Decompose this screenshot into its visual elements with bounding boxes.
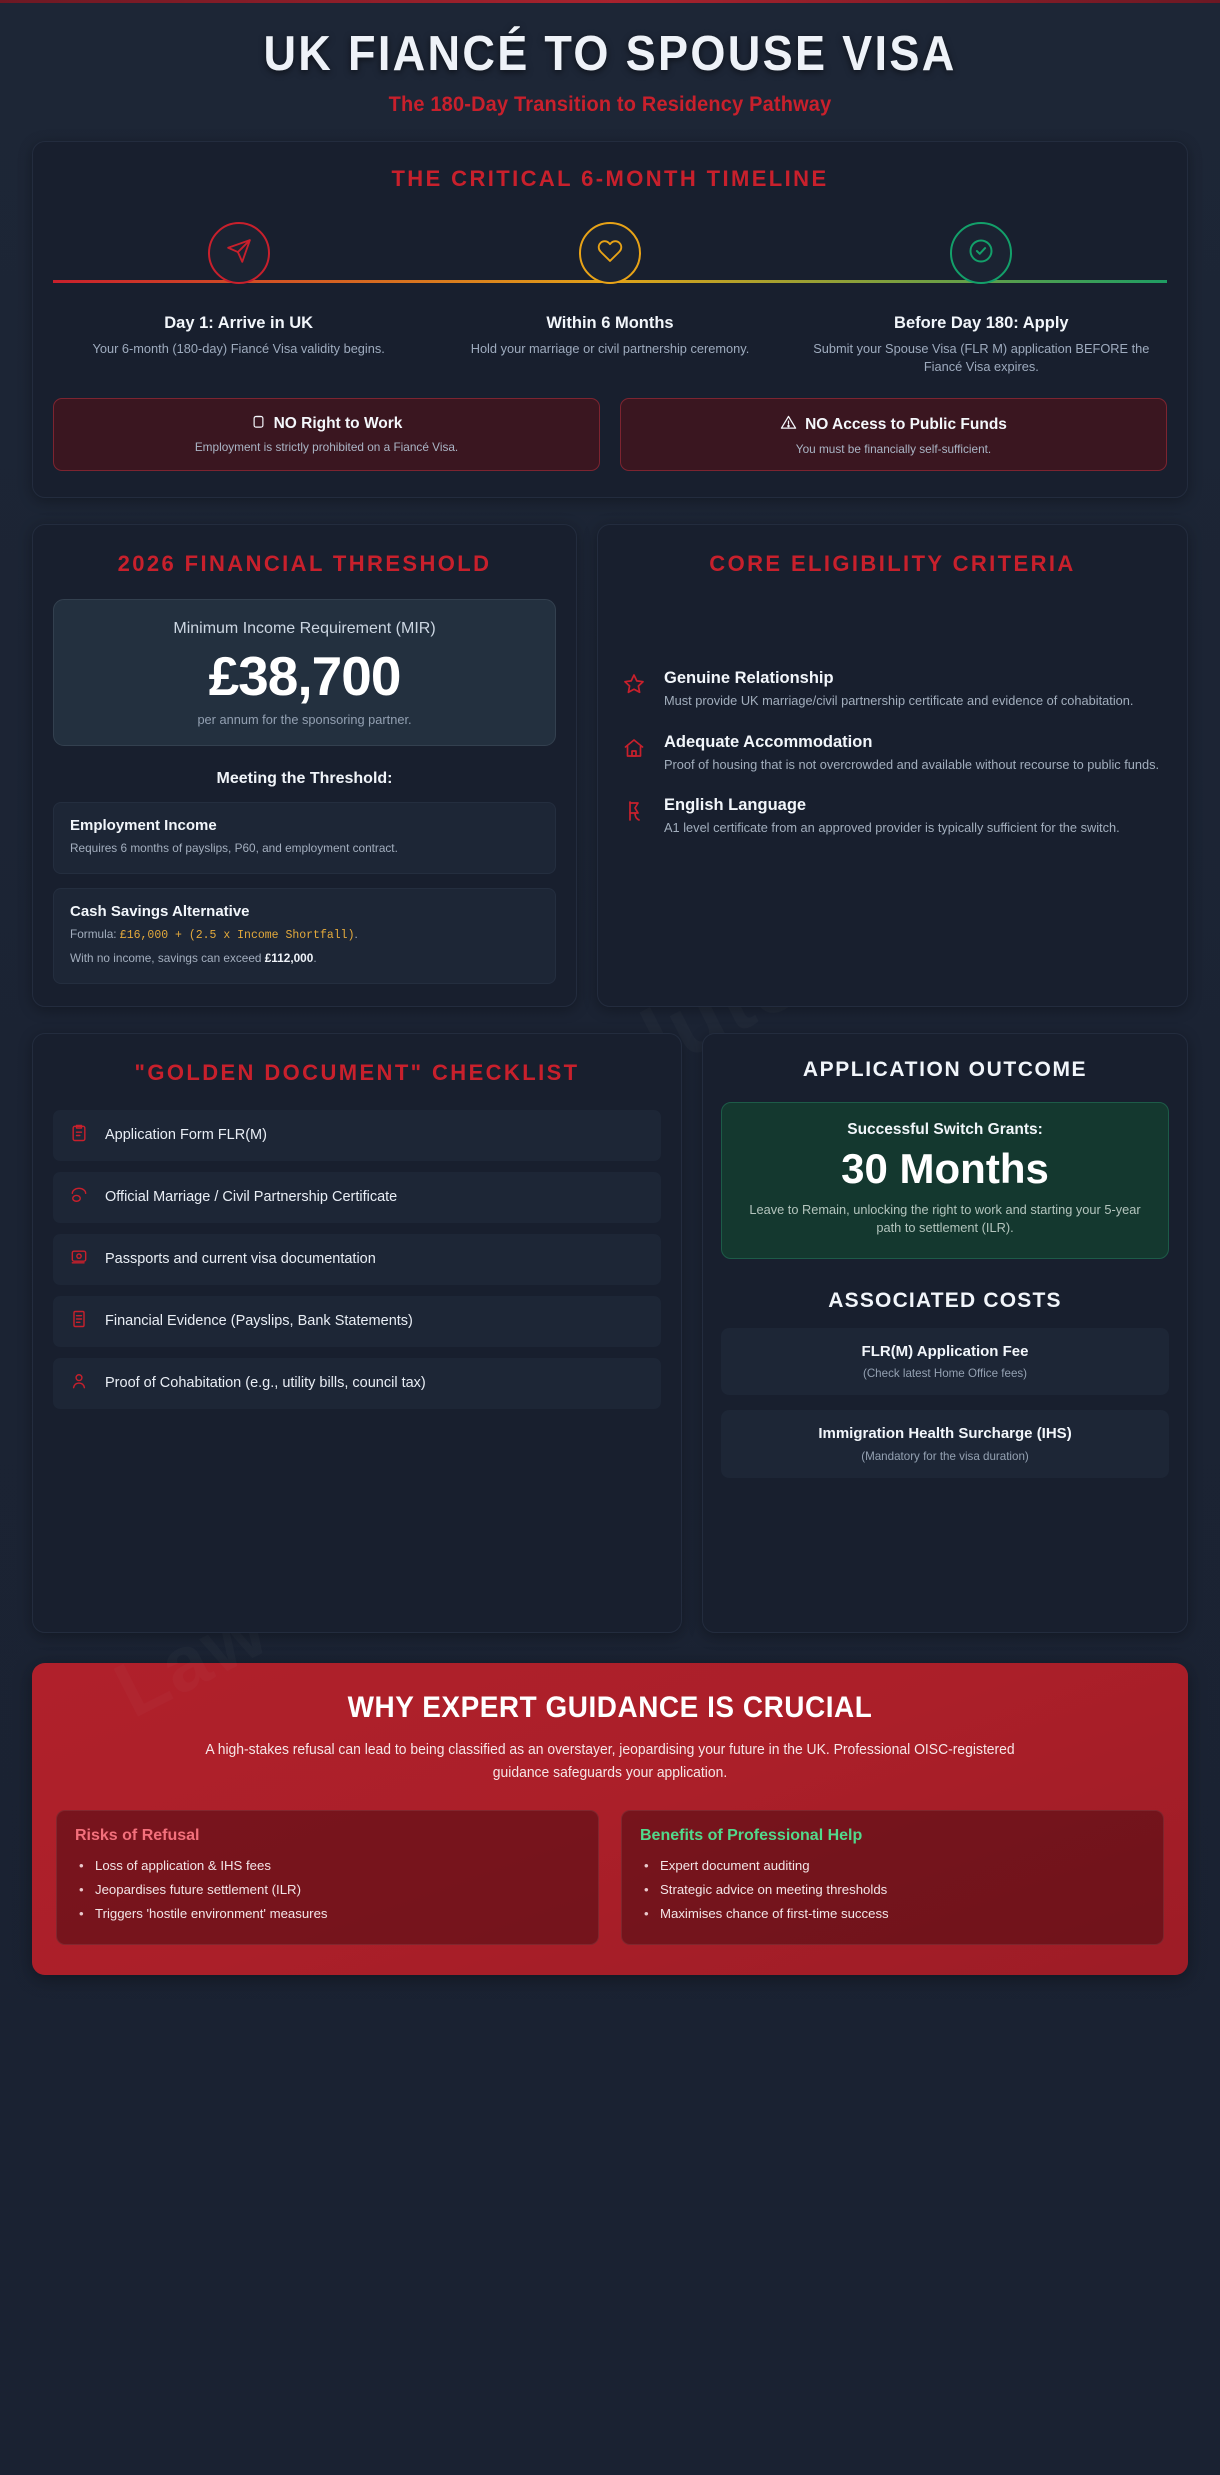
note-suffix: .: [313, 951, 317, 966]
timeline-circle-2: [579, 222, 641, 284]
checklist-label: Official Marriage / Civil Partnership Certificate: [105, 1189, 398, 1206]
timeline-node-1: [53, 222, 424, 284]
timeline-step-heading: Within 6 Months: [546, 314, 674, 332]
benefit-item: • Strategic advice on meeting thresholds: [640, 1878, 1145, 1902]
eligibility-title: CORE ELIGIBILITY CRITERIA: [709, 551, 1076, 577]
checklist-label: Application Form FLR(M): [105, 1127, 267, 1144]
grant-label: Successful Switch Grants:: [847, 1120, 1043, 1138]
benefits-heading: Benefits of Professional Help: [640, 1826, 863, 1844]
eligibility-item: [622, 796, 1163, 838]
timeline-node-3: [796, 222, 1167, 284]
warning-heading-row: [64, 414, 589, 434]
mir-box: [53, 599, 556, 746]
checklist-label: Passports and current visa documentation: [105, 1251, 376, 1268]
timeline-step-description: Your 6-month (180-day) Fiancé Visa validity begins.: [92, 341, 385, 356]
paper-plane-icon: [226, 238, 252, 269]
checklist-item[interactable]: [53, 1296, 661, 1347]
mir-sub: per annum for the sponsoring partner.: [197, 712, 412, 728]
timeline-panel: [32, 141, 1188, 498]
eligibility-panel: [597, 524, 1188, 1007]
grant-value: 30 Months: [841, 1144, 1049, 1192]
cost-heading: Immigration Health Surcharge (IHS): [818, 1425, 1072, 1443]
financial-title: 2026 FINANCIAL THRESHOLD: [117, 551, 492, 577]
lower-row: [32, 1033, 1188, 1633]
eligibility-description: Proof of housing that is not overcrowded and available without recourse to public funds.: [664, 756, 1160, 772]
cost-note: (Mandatory for the visa duration): [861, 1449, 1029, 1463]
formula-prefix: Formula:: [70, 927, 120, 941]
warning-heading-row: [631, 414, 1156, 436]
page-subtitle: The 180-Day Transition to Residency Pathway: [388, 93, 832, 116]
star-icon: [622, 669, 648, 711]
page-title: UK FIANCÉ TO SPOUSE VISA: [263, 27, 957, 81]
timeline-circle-1: [208, 222, 270, 284]
warning-description: Employment is strictly prohibited on a Fiancé Visa.: [194, 440, 459, 455]
risks-heading: Risks of Refusal: [75, 1826, 200, 1844]
check-circle-icon: [967, 237, 995, 270]
cta-cards-row: [56, 1810, 1164, 1945]
clipboard-icon: [69, 1123, 91, 1148]
eligibility-heading: Adequate Accommodation: [664, 732, 873, 751]
warning-heading: NO Right to Work: [273, 415, 403, 433]
rings-icon: [69, 1185, 91, 1210]
warning-description: You must be financially self-sufficient.: [795, 442, 992, 457]
meeting-threshold-heading: Meeting the Threshold:: [216, 770, 393, 788]
financial-option-body: Requires 6 months of payslips, P60, and employment contract.: [70, 841, 398, 856]
mid-row: [32, 524, 1188, 1007]
checklist-list: [53, 1110, 661, 1409]
timeline-step-description: Hold your marriage or civil partnership ceremony.: [470, 341, 750, 356]
warning-triangle-icon: [780, 414, 797, 436]
financial-threshold-panel: [32, 524, 577, 1007]
timeline-title: THE CRITICAL 6-MONTH TIMELINE: [391, 166, 829, 191]
timeline-node-2: [424, 222, 795, 284]
savings-formula: £16,000 + (2.5 x Income Shortfall): [119, 929, 355, 942]
checklist-panel: [32, 1033, 682, 1633]
eligibility-item: [622, 733, 1163, 775]
risks-list: [75, 1854, 580, 1926]
checklist-item[interactable]: [53, 1110, 661, 1161]
checklist-title: "GOLDEN DOCUMENT" CHECKLIST: [134, 1059, 580, 1085]
checklist-label: Proof of Cohabitation (e.g., utility bills, council tax): [105, 1375, 426, 1392]
checklist-label: Financial Evidence (Payslips, Bank Statements): [105, 1313, 413, 1330]
benefits-list: [640, 1854, 1145, 1926]
benefit-item: • Expert document auditing: [640, 1854, 1145, 1878]
risk-item: • Loss of application & IHS fees: [75, 1854, 580, 1878]
timeline-step-heading: Before Day 180: Apply: [894, 314, 1069, 332]
warning-no-public-funds: [620, 398, 1167, 471]
eligibility-heading: Genuine Relationship: [664, 669, 834, 688]
timeline-step-2: [424, 314, 795, 376]
eligibility-item-text: [664, 669, 1133, 711]
note-prefix: With no income, savings can exceed: [70, 951, 265, 966]
timeline-step-heading: Day 1: Arrive in UK: [164, 314, 314, 332]
benefit-item: • Maximises chance of first-time success: [640, 1902, 1145, 1926]
eligibility-description: A1 level certificate from an approved provider is typically sufficient for the switch.: [664, 820, 1120, 836]
financial-option-note-line: [70, 950, 539, 968]
financial-option-heading: Cash Savings Alternative: [70, 903, 250, 920]
formula-suffix: .: [354, 927, 358, 941]
benefits-card: [621, 1810, 1164, 1945]
cta-paragraph: A high-stakes refusal can lead to being classified as an overstayer, jeopardising your future in the UK. Professional OISC-registered guidance safeguards your application.: [205, 1741, 1015, 1782]
eligibility-heading: English Language: [664, 796, 807, 815]
timeline-step-1: [53, 314, 424, 376]
warnings-row: [53, 398, 1167, 471]
outcome-title: APPLICATION OUTCOME: [802, 1057, 1088, 1081]
eligibility-list: [622, 669, 1163, 838]
cost-item-ihs: [721, 1410, 1169, 1477]
note-amount: £112,000: [264, 951, 314, 966]
heart-icon: [597, 238, 623, 269]
risk-item: • Jeopardises future settlement (ILR): [75, 1878, 580, 1902]
cost-note: (Check latest Home Office fees): [862, 1367, 1028, 1381]
financial-option-savings: [53, 888, 556, 984]
checklist-item[interactable]: [53, 1358, 661, 1409]
outcome-grant-box: [721, 1102, 1169, 1259]
financial-option-formula-line: [70, 926, 539, 944]
warning-no-right-to-work: [53, 398, 600, 471]
timeline-labels: [53, 314, 1167, 376]
person-icon: [69, 1371, 91, 1396]
timeline-circle-3: [950, 222, 1012, 284]
cta-title: WHY EXPERT GUIDANCE IS CRUCIAL: [347, 1690, 873, 1724]
timeline-step-description: Submit your Spouse Visa (FLR M) application BEFORE the Fiancé Visa expires.: [813, 341, 1150, 375]
mir-label: Minimum Income Requirement (MIR): [173, 620, 436, 638]
briefcase-blocked-icon: [251, 414, 266, 434]
passport-icon: [69, 1247, 91, 1272]
page-header: [24, 0, 1196, 135]
timeline-step-3: [796, 314, 1167, 376]
timeline-nodes: [53, 222, 1167, 284]
document-lines-icon: [69, 1309, 91, 1334]
financial-option-heading: Employment Income: [70, 817, 217, 835]
eligibility-item-text: [664, 796, 1120, 838]
eligibility-item: [622, 669, 1163, 711]
grant-description: Leave to Remain, unlocking the right to work and starting your 5-year path to settlement (ILR).: [749, 1201, 1141, 1236]
checklist-item[interactable]: [53, 1172, 661, 1223]
risks-card: [56, 1810, 599, 1945]
cta-banner: [32, 1663, 1188, 1975]
cost-item-flrm-fee: [721, 1328, 1169, 1395]
eligibility-item-text: [664, 733, 1159, 775]
checklist-item[interactable]: [53, 1234, 661, 1285]
financial-option-employment: [53, 802, 556, 874]
eligibility-description: Must provide UK marriage/civil partnership certificate and evidence of cohabitation.: [664, 693, 1134, 709]
warning-heading: NO Access to Public Funds: [805, 416, 1007, 434]
outcome-panel: [702, 1033, 1188, 1633]
timeline-track: [53, 222, 1167, 300]
risk-item: • Triggers 'hostile environment' measures: [75, 1902, 580, 1926]
cost-heading: FLR(M) Application Fee: [861, 1343, 1029, 1361]
costs-title: ASSOCIATED COSTS: [828, 1289, 1062, 1313]
language-icon: [622, 796, 648, 838]
home-icon: [622, 733, 648, 775]
mir-value: £38,700: [208, 645, 401, 708]
